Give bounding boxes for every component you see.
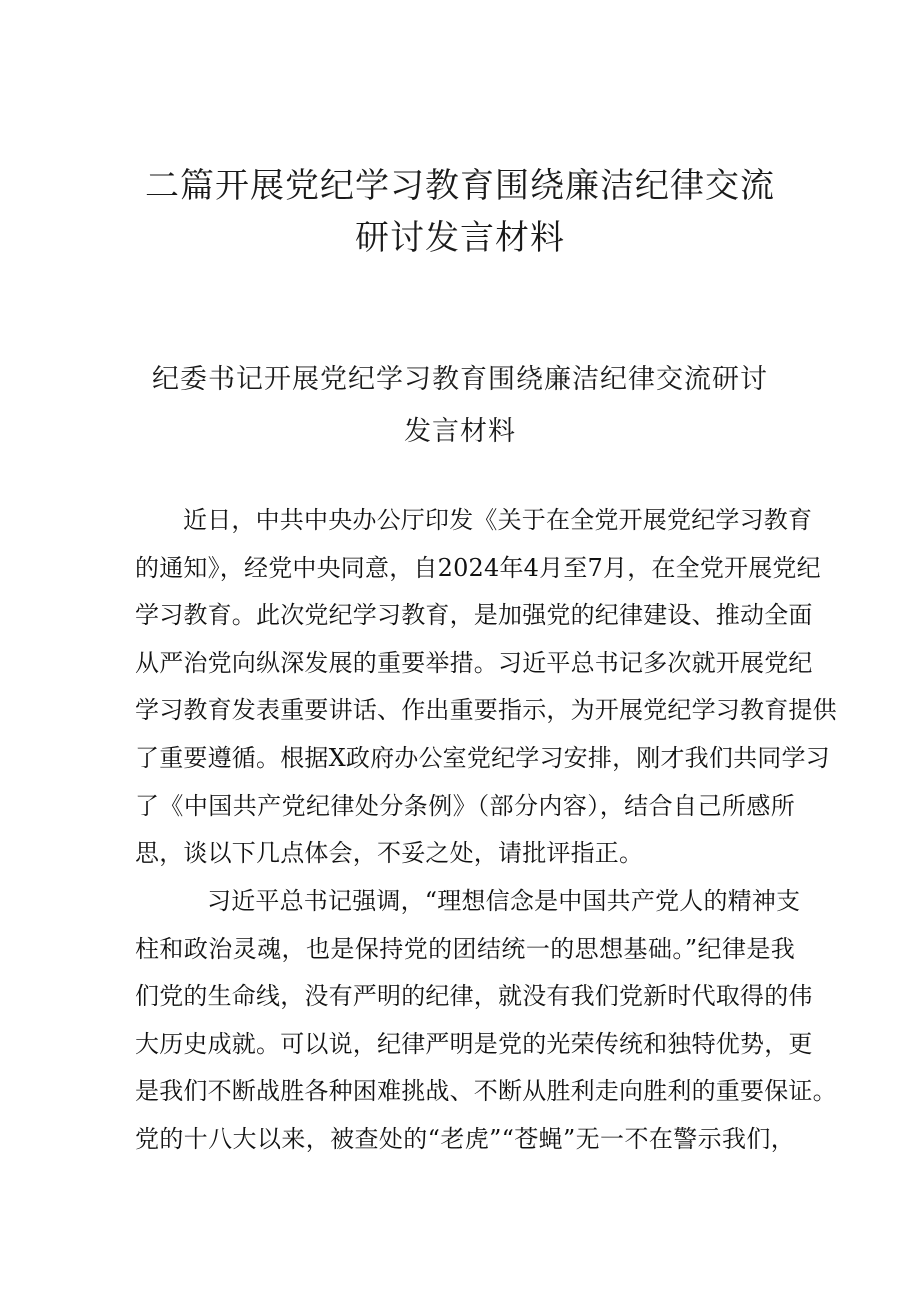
paragraph-line: 了《中国共产党纪律处分条例》（部分内容），结合自己所感所 bbox=[135, 791, 795, 820]
document-subtitle-line-2: 发言材料 bbox=[404, 416, 516, 447]
paragraph-line: 学习教育发表重要讲话、作出重要指示，为开展党纪学习教育提供 bbox=[135, 696, 837, 725]
paragraph-introduction bbox=[135, 497, 837, 878]
document-title-line-1: 二篇开展党纪学习教育围绕廉洁纪律交流 bbox=[145, 166, 775, 206]
document-title-line-2: 研讨发言材料 bbox=[355, 218, 565, 258]
paragraph-line: 柱和政治灵魂，也是保持党的团结统一的思想基础。”纪律是我 bbox=[135, 934, 795, 963]
paragraph-line: 的通知》，经党中央同意，自2024年4月至7月，在全党开展党纪 bbox=[135, 553, 821, 582]
paragraph-line: 近日，中共中央办公厅印发《关于在全党开展党纪学习教育 bbox=[183, 506, 813, 534]
document-subtitle-line-1: 纪委书记开展党纪学习教育围绕廉洁纪律交流研讨 bbox=[152, 364, 768, 395]
paragraph-discipline bbox=[135, 878, 837, 1164]
paragraph-line: 学习教育。此次党纪学习教育，是加强党的纪律建设、推动全面 bbox=[135, 601, 813, 630]
paragraph-line: 们党的生命线，没有严明的纪律，就没有我们党新时代取得的伟 bbox=[135, 982, 813, 1011]
paragraph-line: 从严治党向纵深发展的重要举措。习近平总书记多次就开展党纪 bbox=[135, 648, 813, 677]
paragraph-line: 了重要遵循。根据X政府办公室党纪学习安排，刚才我们共同学习 bbox=[135, 743, 830, 772]
paragraph-line: 党的十八大以来，被查处的“老虎”“苍蝇”无一不在警示我们， bbox=[135, 1124, 795, 1153]
document-subtitle bbox=[0, 354, 920, 458]
paragraph-line: 思，谈以下几点体会，不妥之处，请批评指正。 bbox=[135, 839, 644, 868]
paragraph-line: 大历史成就。可以说，纪律严明是党的光荣传统和独特优势，更 bbox=[135, 1029, 813, 1058]
paragraph-line: 是我们不断战胜各种困难挑战、不断从胜利走向胜利的重要保证。 bbox=[135, 1077, 837, 1106]
paragraph-line: 习近平总书记强调，“理想信念是中国共产党人的精神支 bbox=[207, 887, 801, 915]
document-title bbox=[0, 160, 920, 264]
